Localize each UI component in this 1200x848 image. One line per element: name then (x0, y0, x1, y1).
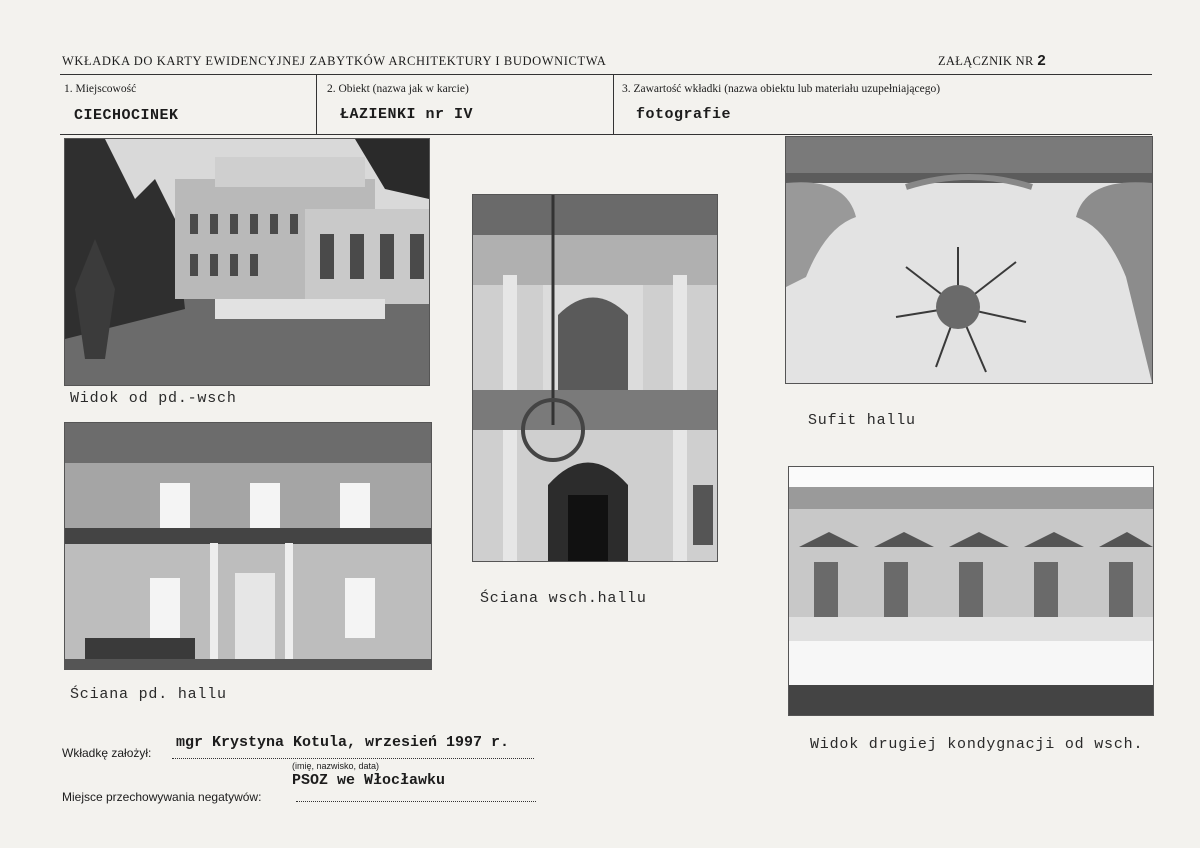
founder-value: mgr Krystyna Kotula, wrzesień 1997 r. (176, 734, 510, 751)
card-title: WKŁADKA DO KARTY EWIDENCYJNEJ ZABYTKÓW ARCHITEKTURY I BUDOWNICTWA (62, 54, 607, 68)
header-rule-top (60, 74, 1152, 75)
photo-hall-east-wall-caption: Ściana wsch.hallu (480, 590, 647, 607)
header-rule-bottom (60, 134, 1152, 135)
founder-dotted-line (172, 757, 534, 759)
photo-exterior-southeast-caption: Widok od pd.-wsch (70, 390, 237, 407)
field-2-label: 2. Obiekt (nazwa jak w karcie) (327, 83, 469, 95)
photo-exterior-southeast (64, 138, 430, 386)
photo-hall-ceiling-caption: Sufit hallu (808, 412, 916, 429)
photo-hall-south-wall-caption: Ściana pd. hallu (70, 686, 227, 703)
photo-hall-east-wall (472, 194, 718, 562)
annex-label-text: ZAŁĄCZNIK NR (938, 54, 1034, 68)
founder-label: Wkładkę założył: (62, 746, 152, 760)
field-1-value: CIECHOCINEK (74, 107, 179, 124)
annex-label (938, 53, 1046, 70)
annex-number: 2 (1037, 53, 1047, 70)
field-3-label: 3. Zawartość wkładki (nazwa obiektu lub materiału uzupełniającego) (622, 83, 941, 95)
field-1-label: 1. Miejscowość (64, 83, 137, 95)
photo-hall-ceiling (785, 136, 1153, 384)
field-3-value: fotografie (636, 106, 732, 123)
storage-dotted-line (296, 800, 536, 802)
field-divider-1 (316, 75, 317, 134)
founder-hint: (imię, nazwisko, data) (292, 761, 380, 771)
photo-second-storey-east-caption: Widok drugiej kondygnacji od wsch. (810, 736, 1144, 753)
field-2-value: ŁAZIENKI nr IV (340, 106, 474, 123)
storage-value: PSOZ we Włocławku (292, 772, 446, 789)
storage-label: Miejsce przechowywania negatywów: (62, 790, 262, 804)
photo-hall-south-wall (64, 422, 432, 670)
field-divider-2 (613, 75, 614, 134)
photo-second-storey-east (788, 466, 1154, 716)
